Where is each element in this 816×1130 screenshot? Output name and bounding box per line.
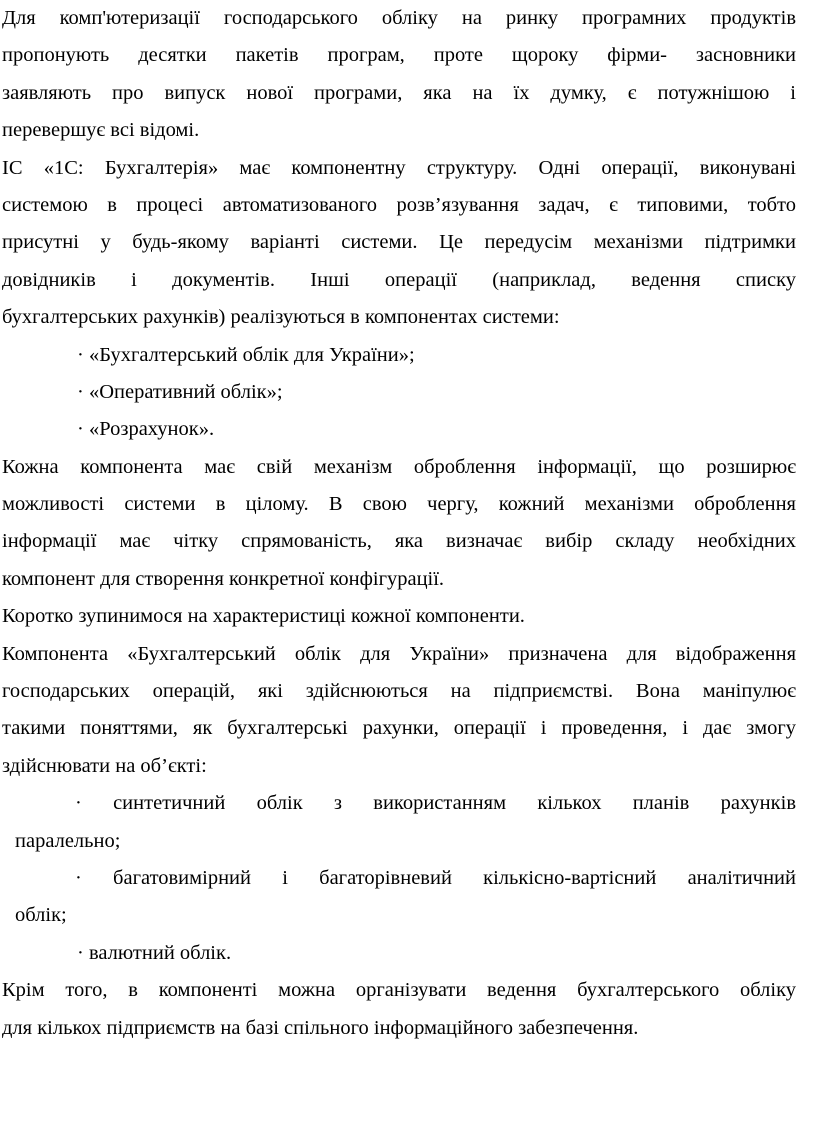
text-line: ІС «1С: Бухгалтерія» має компонентну структуру. Одні операції, виконувані	[2, 156, 796, 179]
bullet-item: · «Оперативний облік»;	[77, 380, 283, 403]
bullet-item: · «Бухгалтерський облік для України»;	[77, 343, 415, 366]
text-line: пропонують десятки пакетів програм, проте щороку фірми- засновники	[2, 44, 796, 67]
bullet-item: · синтетичний облік з використанням кількох планів рахунків	[75, 792, 796, 815]
text-line: Компонента «Бухгалтерський облік для України» призначена для відображення	[2, 642, 796, 665]
text-line: заявляють про випуск нової програми, яка на їх думку, є потужнішою і	[2, 81, 796, 104]
text-line: компонент для створення конкретної конфігурації.	[2, 567, 445, 590]
bullet-item: · «Розрахунок».	[77, 418, 215, 441]
text-line: Для комп'ютеризації господарського обліку на ринку програмних продуктів	[2, 7, 796, 29]
bullet-item: · багатовимірний і багаторівневий кількісно-вартісний аналітичний	[75, 866, 796, 889]
text-line: перевершує всі відомі.	[2, 119, 200, 142]
text-line: можливості системи в цілому. В свою чергу, кожний механізми оброблення	[2, 493, 796, 516]
text-line: присутні у будь-якому варіанті системи. Це передусім механізми підтримки	[2, 231, 796, 254]
text-line: бухгалтерських рахунків) реалізуються в компонентах системи:	[2, 306, 560, 329]
text-line: системою в процесі автоматизованого розв’язування задач, є типовими, тобто	[2, 193, 796, 216]
text-line: здійснювати на об’єкті:	[2, 754, 207, 777]
bullet-item: · валютний облік.	[77, 941, 232, 964]
text-line: Крім того, в компоненті можна організувати ведення бухгалтерського обліку	[2, 979, 796, 1002]
bullet-continuation: облік;	[15, 904, 67, 927]
text-line: інформації має чітку спрямованість, яка визначає вибір складу необхідних	[2, 530, 796, 553]
bullet-continuation: паралельно;	[15, 829, 121, 852]
text-line: довідників і документів. Інші операції (наприклад, ведення списку	[2, 268, 796, 291]
text-line: господарських операцій, які здійснюються на підприємстві. Вона маніпулює	[2, 680, 796, 703]
text-line: Коротко зупинимося на характеристиці кожної компоненти.	[2, 605, 525, 628]
text-line: такими поняттями, як бухгалтерські рахунки, операції і проведення, і дає змогу	[2, 717, 796, 740]
text-line: Кожна компонента має свій механізм оброблення інформації, що розширює	[2, 455, 796, 478]
text-line: для кількох підприємств на базі спільного інформаційного забезпечення.	[2, 1016, 639, 1039]
